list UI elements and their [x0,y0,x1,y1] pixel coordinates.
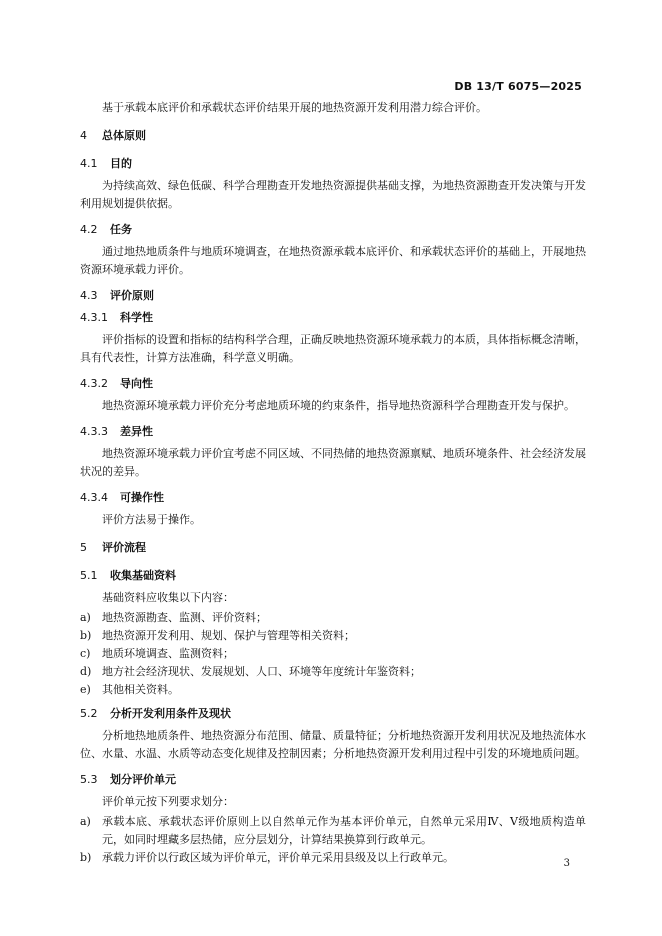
section-title: 目的 [110,157,132,170]
section-title: 总体原则 [102,129,146,142]
list-text: 承载本底、承载状态评价原则上以自然单元作为基本评价单元，自然单元采用Ⅳ、Ⅴ级地质构造单元，如同时埋藏多层热储，应分层划分，计算结果换算到行政单元。 [102,815,586,846]
list-item [80,813,586,849]
list-marker: b) [80,851,92,864]
section-title: 评价流程 [102,541,146,554]
section-number: 4.3.2 [80,377,108,390]
section-4-2-text: 通过地热地质条件与地质环境调查，在地热资源承载本底评价、和承载状态评价的基础上，开展地热资源环境承载力评价。 [80,245,586,276]
section-4-2-heading [80,221,586,239]
list-item [80,663,586,681]
list-text: 其他相关资料。 [102,683,179,696]
section-5-1-list [80,609,586,699]
section-5-heading [80,539,586,557]
list-item [80,609,586,627]
list-text: 地热资源勘查、监测、评价资料； [102,611,267,624]
section-number: 4.1 [80,157,98,170]
section-5-3-heading [80,771,586,789]
section-number: 4.3.4 [80,491,108,504]
list-marker: e) [80,683,91,696]
list-marker: b) [80,629,92,642]
section-5-2-text: 分析地热地质条件、地热资源分布范围、储量、质量特征；分析地热资源开发利用状况及地热流体水位、水量、水温、水质等动态变化规律及控制因素；分析地热资源开发利用过程中引发的环境地质问题。 [80,729,586,760]
list-text: 承载力评价以行政区域为评价单元，评价单元采用县级及以上行政单元。 [102,851,454,864]
section-title: 差异性 [120,425,153,438]
section-4-3-1-heading [80,309,586,327]
section-number: 4 [80,129,87,142]
list-marker: d) [80,665,92,678]
list-marker: a) [80,611,91,624]
section-title: 可操作性 [120,491,164,504]
section-4-3-heading [80,287,586,305]
section-number: 5.3 [80,773,98,786]
list-item [80,849,586,867]
section-title: 评价原则 [110,289,154,302]
section-number: 4.2 [80,223,98,236]
section-4-3-3-heading [80,423,586,441]
section-title: 导向性 [120,377,153,390]
section-number: 4.3.3 [80,425,108,438]
section-title: 任务 [110,223,132,236]
list-item [80,627,586,645]
list-marker: a) [80,815,91,828]
section-number: 5.1 [80,569,98,582]
list-item [80,645,586,663]
section-5-3-list [80,813,586,867]
section-5-2-heading [80,705,586,723]
section-4-heading [80,127,586,145]
document-body [80,99,586,873]
section-number: 5.2 [80,707,98,720]
section-title: 分析开发利用条件及现状 [110,707,231,720]
section-4-1-heading [80,155,586,173]
list-marker: c) [80,647,91,660]
section-title: 收集基础资料 [110,569,176,582]
page-number: 3 [563,858,570,869]
section-number: 4.3 [80,289,98,302]
list-text: 地质环境调查、监测资料； [102,647,234,660]
section-4-3-2-heading [80,375,586,393]
section-4-3-2-text: 地热资源环境承载力评价充分考虑地质环境的约束条件，指导地热资源科学合理勘查开发与保护。 [102,399,575,412]
section-title: 科学性 [120,311,153,324]
list-text: 地热资源开发利用、规划、保护与管理等相关资料； [102,629,355,642]
list-item [80,681,586,699]
section-4-3-3-text: 地热资源环境承载力评价宜考虑不同区域、不同热储的地热资源禀赋、地质环境条件、社会经济发展状况的差异。 [80,447,586,478]
standard-code: DB 13/T 6075—2025 [454,80,582,93]
section-5-1-lead: 基础资料应收集以下内容： [102,591,234,604]
list-text: 地方社会经济现状、发展规划、人口、环境等年度统计年鉴资料； [102,665,421,678]
section-5-3-lead: 评价单元按下列要求划分： [102,795,234,808]
section-title: 划分评价单元 [110,773,176,786]
section-4-3-4-heading [80,489,586,507]
section-5-1-heading [80,567,586,585]
section-4-1-text: 为持续高效、绿色低碳、科学合理勘查开发地热资源提供基础支撑，为地热资源勘查开发决策与开发利用规划提供依据。 [80,179,586,210]
section-4-3-4-text: 评价方法易于操作。 [102,513,201,526]
section-4-3-1-text: 评价指标的设置和指标的结构科学合理，正确反映地热资源环境承载力的本质，具体指标概念清晰，具有代表性，计算方法准确，科学意义明确。 [80,333,586,364]
section-number: 4.3.1 [80,311,108,324]
section-number: 5 [80,541,87,554]
intro-paragraph: 基于承载本底评价和承载状态评价结果开展的地热资源开发利用潜力综合评价。 [102,101,487,114]
